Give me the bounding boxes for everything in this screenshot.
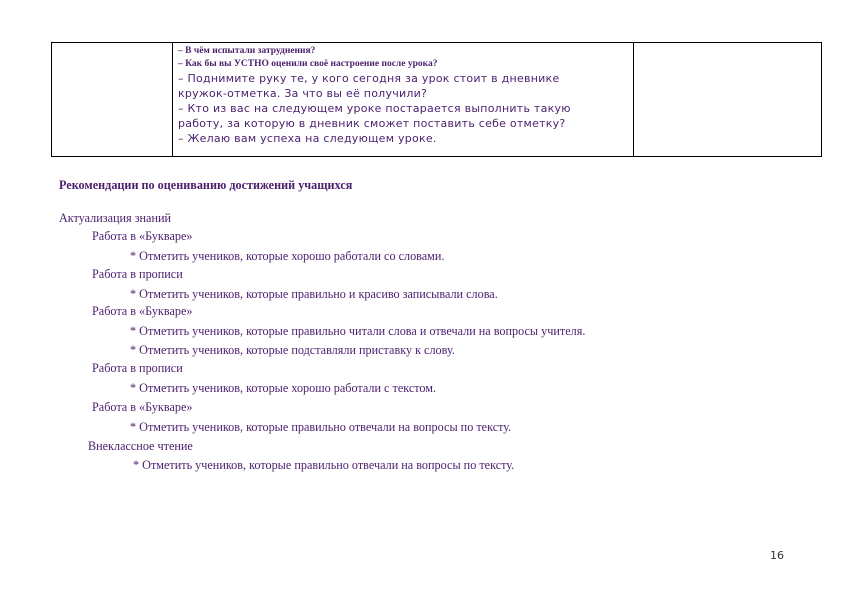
question-line: – Желаю вам успеха на следующем уроке. <box>178 132 437 145</box>
lesson-table <box>51 42 822 157</box>
question-line: – Кто из вас на следующем уроке постарается выполнить такую <box>178 102 571 115</box>
recommendation-item: * Отметить учеников, которые правильно отвечали на вопросы по тексту. <box>133 458 515 472</box>
recommendation-item: * Отметить учеников, которые хорошо работали со словами. <box>130 249 445 263</box>
recommendation-item: * Отметить учеников, которые подставляли приставку к слову. <box>130 343 455 357</box>
empty-cell-left <box>52 43 173 157</box>
question-line: – Поднимите руку те, у кого сегодня за урок стоит в дневнике <box>178 72 560 85</box>
activity-label: Работа в «Букваре» <box>92 304 193 318</box>
recommendation-item: * Отметить учеников, которые хорошо работали с текстом. <box>130 381 437 395</box>
recommendations-heading: Рекомендации по оцениванию достижений учащихся <box>59 178 353 192</box>
question-line: работу, за которую в дневник сможет поставить себе отметку? <box>178 117 566 130</box>
table-row <box>52 43 822 157</box>
activity-label: Работа в прописи <box>92 267 183 281</box>
recommendation-item: * Отметить учеников, которые правильно и красиво записывали слова. <box>130 287 498 301</box>
activity-label: Работа в прописи <box>92 361 183 375</box>
activity-label: Работа в «Букваре» <box>92 400 193 414</box>
activity-label: Внеклассное чтение <box>88 439 193 453</box>
question-line: – Как бы вы УСТНО оценили своё настроение после урока? <box>178 59 438 69</box>
section-title: Актуализация знаний <box>59 211 172 225</box>
recommendation-item: * Отметить учеников, которые правильно читали слова и отвечали на вопросы учителя. <box>130 324 586 338</box>
question-line: кружок-отметка. За что вы её получили? <box>178 87 428 100</box>
empty-cell-right <box>634 43 822 157</box>
recommendation-item: * Отметить учеников, которые правильно отвечали на вопросы по тексту. <box>130 420 512 434</box>
activity-label: Работа в «Букваре» <box>92 229 193 243</box>
questions-cell <box>173 43 634 157</box>
page-number: 16 <box>770 549 784 562</box>
question-line: – В чём испытали затруднения? <box>178 46 316 56</box>
